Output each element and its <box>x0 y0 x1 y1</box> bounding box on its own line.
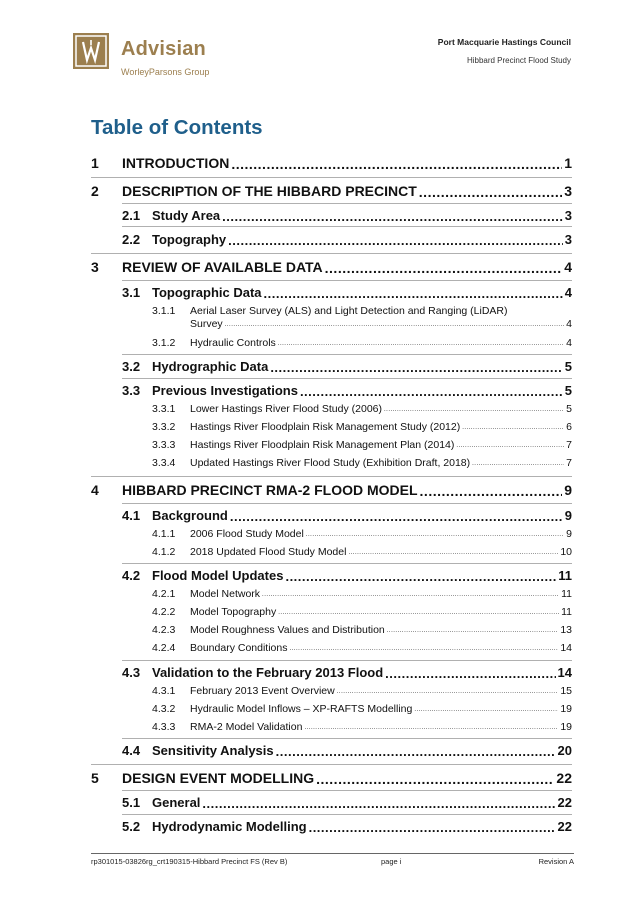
toc-entry-4-3-1[interactable] <box>152 685 572 697</box>
toc-leader <box>304 725 558 731</box>
toc-leader <box>202 797 555 810</box>
toc-leader <box>231 157 562 171</box>
divider <box>122 280 572 281</box>
toc-page: 4 <box>564 259 572 275</box>
toc-entry-1[interactable] <box>91 155 572 171</box>
toc-entry-4-2-1[interactable] <box>152 588 572 600</box>
toc-title: Sensitivity Analysis <box>152 743 274 758</box>
toc-page: 22 <box>557 795 572 810</box>
toc-leader <box>306 532 564 538</box>
toc-entry-2[interactable] <box>91 183 572 199</box>
toc-page: 7 <box>566 439 572 451</box>
toc-page: 9 <box>564 508 572 523</box>
toc-title: Background <box>152 508 228 523</box>
divider <box>91 476 572 477</box>
toc-title: Hydrodynamic Modelling <box>152 819 307 834</box>
toc-title: Study Area <box>152 208 221 223</box>
toc-number: 4.2.4 <box>152 642 176 654</box>
toc-page: 3 <box>564 232 572 247</box>
toc-entry-3-3-1[interactable] <box>152 403 572 415</box>
toc-title: Model Network <box>190 588 261 600</box>
toc-leader <box>278 610 559 616</box>
toc-leader <box>462 425 564 431</box>
divider <box>91 253 572 254</box>
toc-number: 3.3 <box>122 383 141 398</box>
toc-number: 4.2.2 <box>152 606 176 618</box>
footer-page: page i <box>381 857 402 866</box>
toc-number: 4.4 <box>122 743 141 758</box>
page-title: Table of Contents <box>91 116 263 139</box>
toc-entry-4-3-2[interactable] <box>152 703 572 715</box>
divider <box>122 790 572 791</box>
toc-page: 13 <box>560 624 572 636</box>
toc-number: 3 <box>91 259 99 275</box>
toc-title: Hastings River Floodplain Risk Management Study (2012) <box>190 421 461 433</box>
toc-page: 9 <box>564 482 572 498</box>
toc-page: 11 <box>561 588 572 600</box>
toc-entry-3-3-3[interactable] <box>152 439 572 451</box>
toc-entry-3-3-4[interactable] <box>152 457 572 469</box>
toc-entry-5-1[interactable] <box>122 795 572 810</box>
toc-entry-2-2[interactable] <box>122 232 572 247</box>
toc-number: 4.3.1 <box>152 685 176 697</box>
divider <box>122 226 572 227</box>
footer-rule <box>91 853 574 854</box>
toc-title: Hastings River Floodplain Risk Management Plan (2014) <box>190 439 455 451</box>
toc-title: 2006 Flood Study Model <box>190 528 304 540</box>
toc-title: HIBBARD PRECINCT RMA-2 FLOOD MODEL <box>122 482 418 498</box>
toc-number: 4.3.2 <box>152 703 176 715</box>
toc-title: Model Topography <box>190 606 277 618</box>
toc-entry-3[interactable] <box>91 259 572 275</box>
toc-leader <box>230 510 563 523</box>
toc-page: 15 <box>560 685 572 697</box>
toc-title: Topography <box>152 232 227 247</box>
divider <box>122 814 572 815</box>
toc-page: 5 <box>566 403 572 415</box>
toc-title: RMA-2 Model Validation <box>190 721 303 733</box>
toc-number: 3.1 <box>122 285 141 300</box>
toc-number: 4.1.2 <box>152 546 176 558</box>
toc-title: Boundary Conditions <box>190 642 288 654</box>
toc-page: 9 <box>566 528 572 540</box>
toc-entry-4-3-3[interactable] <box>152 721 572 733</box>
toc-entry-4-2-4[interactable] <box>152 642 572 654</box>
toc-entry-3-3[interactable] <box>122 383 572 398</box>
toc-leader <box>387 628 559 634</box>
toc-page: 6 <box>566 421 572 433</box>
toc-leader <box>309 821 556 834</box>
toc-title: REVIEW OF AVAILABLE DATA <box>122 259 323 275</box>
divider <box>91 764 572 765</box>
toc-number: 4.3 <box>122 665 141 680</box>
toc-page: 22 <box>556 770 572 786</box>
toc-leader <box>316 772 554 786</box>
toc-leader <box>228 234 563 247</box>
divider <box>122 203 572 204</box>
toc-entry-3-3-2[interactable] <box>152 421 572 433</box>
toc-leader <box>472 461 564 467</box>
toc-title: Updated Hastings River Flood Study (Exhibition Draft, 2018) <box>190 457 471 469</box>
toc-page: 4 <box>566 337 572 349</box>
toc-page: 14 <box>557 665 572 680</box>
logo-mark-icon <box>73 33 109 69</box>
toc-leader <box>270 361 562 374</box>
brand-subtitle: WorleyParsons Group <box>121 67 210 77</box>
toc-number: 3.3.4 <box>152 457 176 469</box>
toc-title: Model Roughness Values and Distribution <box>190 624 385 636</box>
toc-entry-3-1[interactable] <box>122 285 572 300</box>
toc-number: 3.3.2 <box>152 421 176 433</box>
toc-page: 4 <box>564 285 572 300</box>
toc-page: 5 <box>564 359 572 374</box>
toc-entry-4-1-2[interactable] <box>152 546 572 558</box>
toc-entry-4-3[interactable] <box>122 665 572 680</box>
toc-entry-2-1[interactable] <box>122 208 572 223</box>
toc-number: 1 <box>91 155 99 171</box>
toc-leader <box>384 407 564 413</box>
toc-leader <box>262 592 559 598</box>
toc-number: 3.1.2 <box>152 337 176 349</box>
toc-entry-4-1-1[interactable] <box>152 528 572 540</box>
divider <box>122 378 572 379</box>
toc-number: 3.3.1 <box>152 403 176 415</box>
project-name: Hibbard Precinct Flood Study <box>466 56 571 65</box>
toc-number: 2 <box>91 183 99 199</box>
toc-page: 14 <box>560 642 572 654</box>
toc-number: 2.1 <box>122 208 141 223</box>
toc-leader <box>264 287 563 300</box>
toc-title-line2: Survey <box>190 318 223 330</box>
toc-title: INTRODUCTION <box>122 155 230 171</box>
toc-page: 3 <box>564 208 572 223</box>
divider <box>122 563 572 564</box>
toc-title: 2018 Updated Flood Study Model <box>190 546 347 558</box>
toc-title: Flood Model Updates <box>152 568 284 583</box>
toc-title: Validation to the February 2013 Flood <box>152 665 384 680</box>
toc-number: 4.2.3 <box>152 624 176 636</box>
toc-title: DESCRIPTION OF THE HIBBARD PRECINCT <box>122 183 417 199</box>
toc-number: 4.1 <box>122 508 141 523</box>
toc-leader <box>385 667 555 680</box>
toc-page: 10 <box>560 546 572 558</box>
toc-leader <box>456 443 564 449</box>
toc-leader <box>337 689 559 695</box>
divider <box>122 503 572 504</box>
toc-entry-4[interactable] <box>91 482 572 498</box>
toc-leader <box>276 745 556 758</box>
divider <box>122 354 572 355</box>
toc-page: 5 <box>564 383 572 398</box>
toc-title: General <box>152 795 201 810</box>
toc-leader <box>222 210 563 223</box>
toc-leader <box>300 385 563 398</box>
toc-number: 4.2.1 <box>152 588 176 600</box>
toc-entry-3-2[interactable] <box>122 359 572 374</box>
toc-number: 5.1 <box>122 795 141 810</box>
divider <box>122 660 572 661</box>
toc-entry-4-2[interactable] <box>122 568 572 583</box>
toc-number: 5.2 <box>122 819 141 834</box>
toc-title: Topographic Data <box>152 285 262 300</box>
footer-revision: Revision A <box>538 857 574 866</box>
toc-page: 19 <box>560 721 572 733</box>
toc-page: 11 <box>561 606 572 618</box>
toc-number: 4.3.3 <box>152 721 176 733</box>
toc-leader <box>285 570 556 583</box>
toc-number: 4 <box>91 482 99 498</box>
client-name: Port Macquarie Hastings Council <box>437 37 571 47</box>
toc-entry-4-1[interactable] <box>122 508 572 523</box>
toc-page: 22 <box>557 819 572 834</box>
toc-title: Aerial Laser Survey (ALS) and Light Detection and Ranging (LiDAR) <box>190 305 508 317</box>
toc-leader <box>225 322 564 328</box>
toc-entry-3-1-2[interactable] <box>152 337 572 349</box>
toc-page: 19 <box>560 703 572 715</box>
toc-page: 3 <box>564 183 572 199</box>
toc-number: 3.1.1 <box>152 305 176 317</box>
toc-entry-4-2-3[interactable] <box>152 624 572 636</box>
toc-page: 7 <box>566 457 572 469</box>
toc-leader <box>278 341 564 347</box>
toc-entry-4-4[interactable] <box>122 743 572 758</box>
toc-number: 4.2 <box>122 568 141 583</box>
toc-title: Previous Investigations <box>152 383 298 398</box>
advisian-logo <box>73 33 109 69</box>
toc-entry-5-2[interactable] <box>122 819 572 834</box>
toc-title: Lower Hastings River Flood Study (2006) <box>190 403 383 415</box>
toc-title-continuation <box>190 318 572 330</box>
toc-number: 3.3.3 <box>152 439 176 451</box>
toc-title: Hydraulic Controls <box>190 337 276 349</box>
toc-leader <box>414 707 558 713</box>
toc-page: 4 <box>566 318 572 330</box>
divider <box>122 738 572 739</box>
toc-leader <box>289 646 558 652</box>
toc-page: 11 <box>558 568 572 583</box>
toc-leader <box>420 484 563 498</box>
toc-page: 1 <box>564 155 572 171</box>
brand-name: Advisian <box>121 38 206 60</box>
divider <box>91 177 572 178</box>
toc-number: 5 <box>91 770 99 786</box>
footer-doc-ref: rp301015-03826rg_crt190315-Hibbard Precinct FS (Rev B) <box>91 857 288 866</box>
toc-title: DESIGN EVENT MODELLING <box>122 770 315 786</box>
toc-title: Hydraulic Model Inflows – XP-RAFTS Modelling <box>190 703 413 715</box>
toc-entry-5[interactable] <box>91 770 572 786</box>
toc-title: Hydrographic Data <box>152 359 269 374</box>
toc-number: 3.2 <box>122 359 141 374</box>
toc-leader <box>325 261 563 275</box>
toc-leader <box>348 550 558 556</box>
toc-leader <box>419 185 562 199</box>
toc-title: February 2013 Event Overview <box>190 685 335 697</box>
toc-entry-4-2-2[interactable] <box>152 606 572 618</box>
toc-number: 4.1.1 <box>152 528 176 540</box>
toc-page: 20 <box>557 743 572 758</box>
toc-number: 2.2 <box>122 232 141 247</box>
